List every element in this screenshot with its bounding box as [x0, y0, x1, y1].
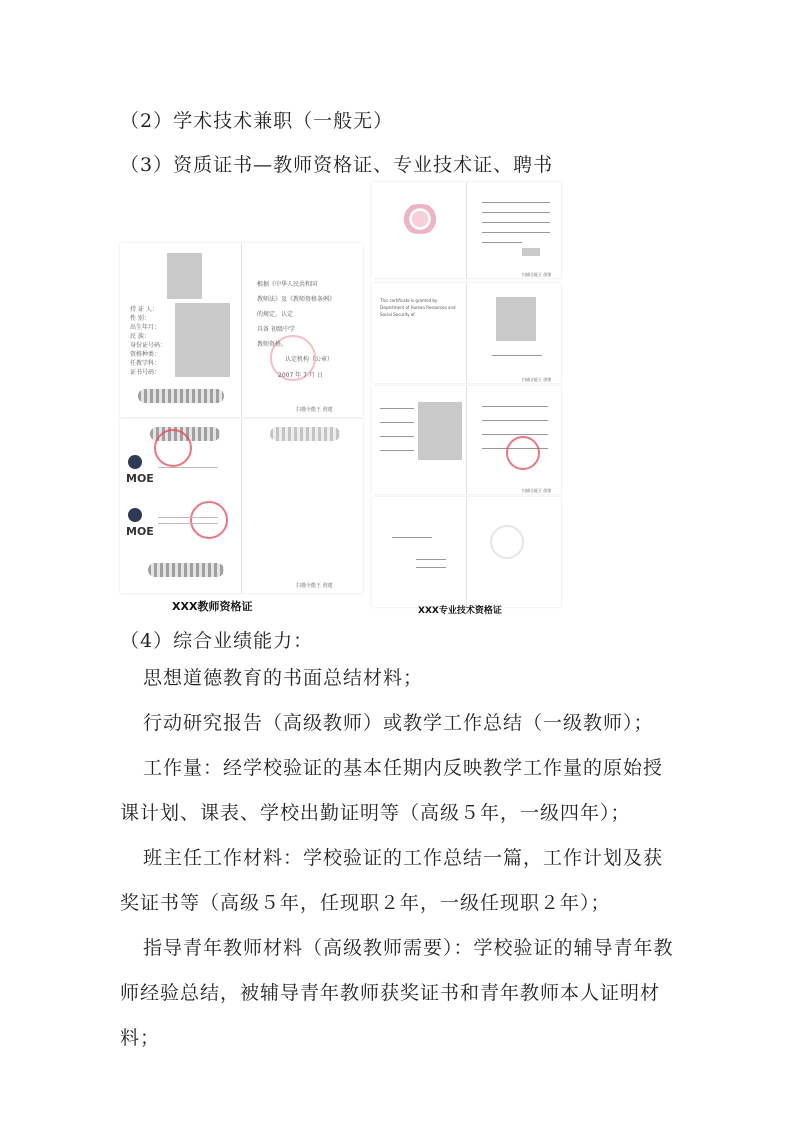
tech-cert-cover [372, 182, 561, 278]
tech-cert-caption: XXX专业技术资格证 [418, 606, 502, 616]
lace-border [270, 427, 340, 441]
item-4-heading: （4）综合业绩能力： [120, 630, 314, 652]
photo-redacted [175, 303, 230, 377]
scanner-footer: 扫描全能王 创建 [296, 407, 333, 413]
official-seal [270, 335, 316, 381]
moe-icon [128, 508, 142, 522]
paragraph-mentoring: 指导青年教师材料（高级教师需要）：学校验证的辅导青年教师经验总结，被辅导青年教师获奖证书和青年教师本人证明材料； [120, 937, 674, 1049]
official-seal [506, 436, 540, 470]
issuer-label: 认定机构（公章） [285, 356, 334, 363]
english-statement: This certificate is granted by Department of Human Resources and Social Security of [380, 298, 456, 317]
teacher-cert-registration-pages [120, 419, 363, 593]
photo-redacted [167, 253, 202, 299]
cert-emblem [398, 204, 442, 234]
photo-redacted [496, 297, 536, 341]
scanner-footer: 扫描全能王 创建 [522, 488, 552, 493]
scanner-footer: 扫描全能王 创建 [522, 377, 552, 382]
redaction [522, 248, 540, 256]
faded-seal [490, 525, 524, 559]
paragraph-research-report: 行动研究报告（高级教师）或教学工作总结（一级教师）； [143, 712, 654, 734]
lace-border [138, 389, 224, 403]
official-seal [190, 501, 228, 539]
teacher-cert-caption: XXX教师资格证 [172, 600, 253, 613]
moe-icon [128, 455, 142, 469]
scanner-footer: 扫描全能王 创建 [522, 272, 552, 277]
official-seal [154, 429, 192, 467]
paragraph-moral-education: 思想道德教育的书面总结材料； [143, 667, 424, 689]
item-3-heading: （3）资质证书—教师资格证、专业技术证、聘书 [120, 154, 554, 176]
tech-cert-back-page [372, 497, 561, 607]
cert-field-list: 持 证 人： 性 别： 出生年月： 民 族： 身份证号码： 资格种类： 任教学科： 证书号码： [130, 306, 167, 376]
paragraph-homeroom-teacher: 班主任工作材料：学校验证的工作总结一篇，工作计划及获奖证书等（高级５年，任现职２年，一级任现职２年）； [120, 847, 664, 914]
photo-redacted [418, 402, 462, 460]
paragraph-workload: 工作量：经学校验证的基本任期内反映教学工作量的原始授课计划、课表、学校出勤证明等（高级５年，一级四年）； [120, 757, 664, 824]
lace-border [148, 563, 224, 577]
tech-cert-info-page [372, 386, 561, 494]
teacher-cert-inner-pages [120, 243, 363, 417]
cert-statement: 根据《中华人民共和国 教师法》及《教师资格条例》 的规定，认定 具备 初级中学 教师资格。 [257, 281, 336, 348]
moe-label: MOE [126, 525, 154, 538]
issue-date: 2007 年 7 月 日 [278, 372, 323, 379]
tech-cert-english-page [372, 283, 561, 383]
item-2-heading: （2）学术技术兼职（一般无） [120, 110, 394, 132]
scanner-footer: 扫描全能王 创建 [296, 583, 333, 589]
moe-label: MOE [126, 472, 154, 485]
